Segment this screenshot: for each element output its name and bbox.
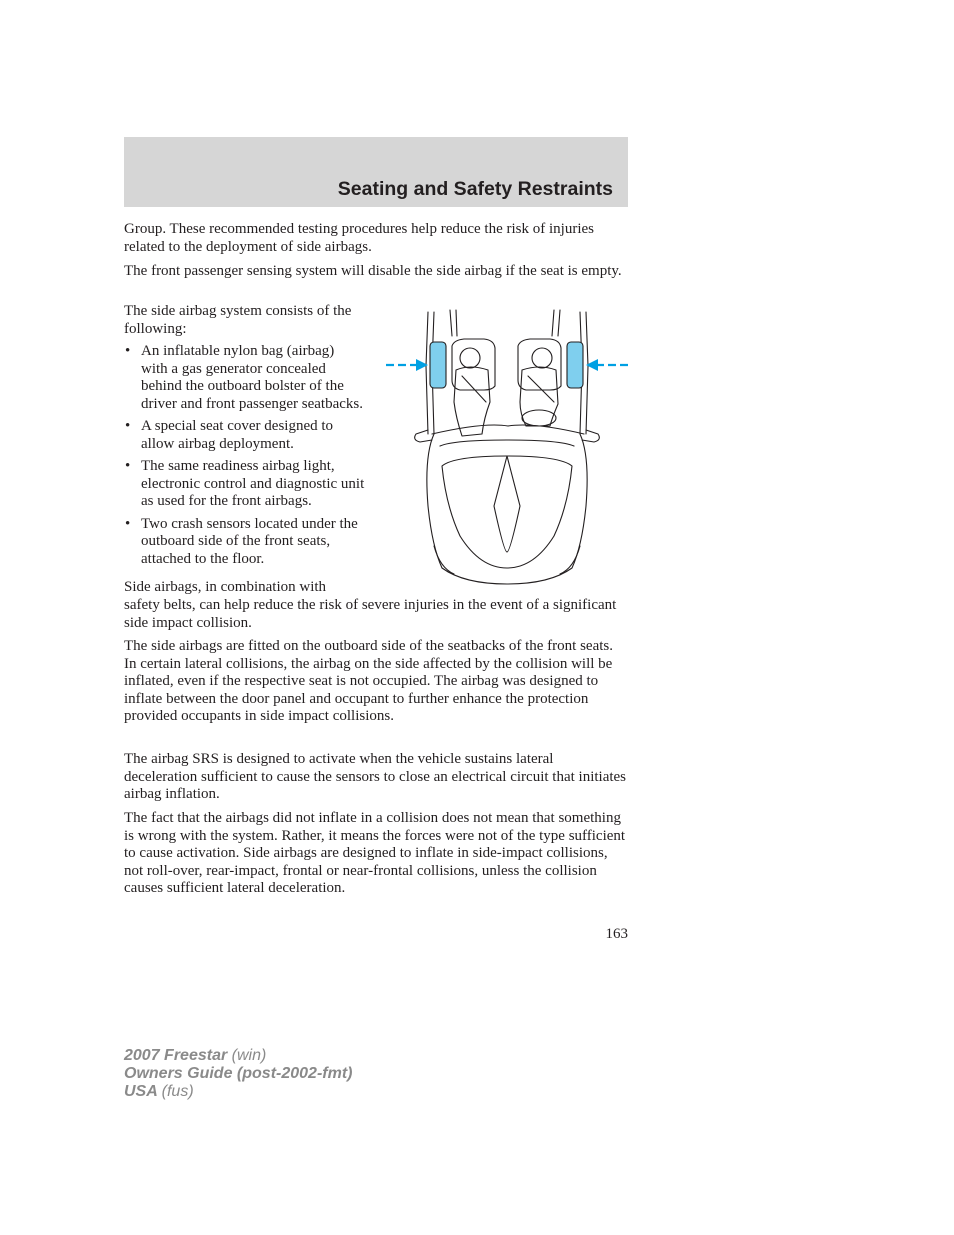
paragraph-continuation-start: Side airbags, in combination with — [124, 579, 327, 595]
section-header — [124, 137, 628, 207]
paragraph-continuation-rest: safety belts, can help reduce the risk of severe injuries in the event of a significant side impact collision. — [124, 597, 617, 631]
right-impact-arrow-icon — [586, 359, 628, 371]
vehicle-side-airbag-illustration — [384, 306, 630, 586]
list-item: • An inflatable nylon bag (airbag) with a gas generator concealed behind the outboard bolster of the driver and front passenger seatbacks. — [124, 343, 363, 413]
footer-line-model: 2007 Freestar (win) — [124, 1047, 267, 1064]
list-item: • Two crash sensors located under the outboard side of the front seats, attached to the floor. — [124, 516, 373, 569]
left-side-airbag — [430, 342, 446, 388]
section-title: Seating and Safety Restraints — [337, 178, 613, 200]
paragraph-airbag-non-inflation: The fact that the airbags did not inflate in a collision does not mean that something is wrong with the system. Rather, it means the forces were not of the type sufficient to cause activation. Side airbags are designed to inflate in side-impact collisions, not roll-over, rear-impact, frontal or near-frontal collisions, unless the collision causes sufficient lateral deceleration. — [124, 810, 626, 896]
side-airbag-component-column — [124, 303, 374, 568]
paragraph-group-testing: Group. These recommended testing procedures help reduce the risk of injuries related to the deployment of side airbags. — [124, 221, 594, 255]
paragraph-airbag-activation: The airbag SRS is designed to activate when the vehicle sustains lateral deceleration sufficient to cause the sensors to close an electrical circuit that initiates airbag inflation. — [124, 751, 627, 802]
document-footer — [124, 1047, 352, 1101]
left-impact-arrow-icon — [386, 359, 428, 371]
page-number: 163 — [605, 926, 628, 942]
right-side-airbag — [567, 342, 583, 388]
paragraph-side-airbag-location: The side airbags are fitted on the outboard side of the seatbacks of the front seats. In certain lateral collisions, the airbag on the side affected by the collision will be inflated, even if the respective seat is not occupied. The airbag was designed to inflate between the door panel and occupant to further enhance the protection provided occupants in side impact collisions. — [124, 638, 614, 724]
component-list — [124, 343, 374, 568]
list-item: • The same readiness airbag light, electronic control and diagnostic unit as used for the front airbags. — [124, 458, 373, 511]
footer-line-market: USA (fus) — [124, 1083, 194, 1100]
column-intro: The side airbag system consists of the following: — [124, 303, 352, 337]
list-item: • A special seat cover designed to allow airbag deployment. — [124, 418, 363, 453]
footer-line-guide: Owners Guide (post-2002-fmt) — [124, 1065, 353, 1082]
paragraph-passenger-sensing: The front passenger sensing system will disable the side airbag if the seat is empty. — [124, 263, 622, 279]
